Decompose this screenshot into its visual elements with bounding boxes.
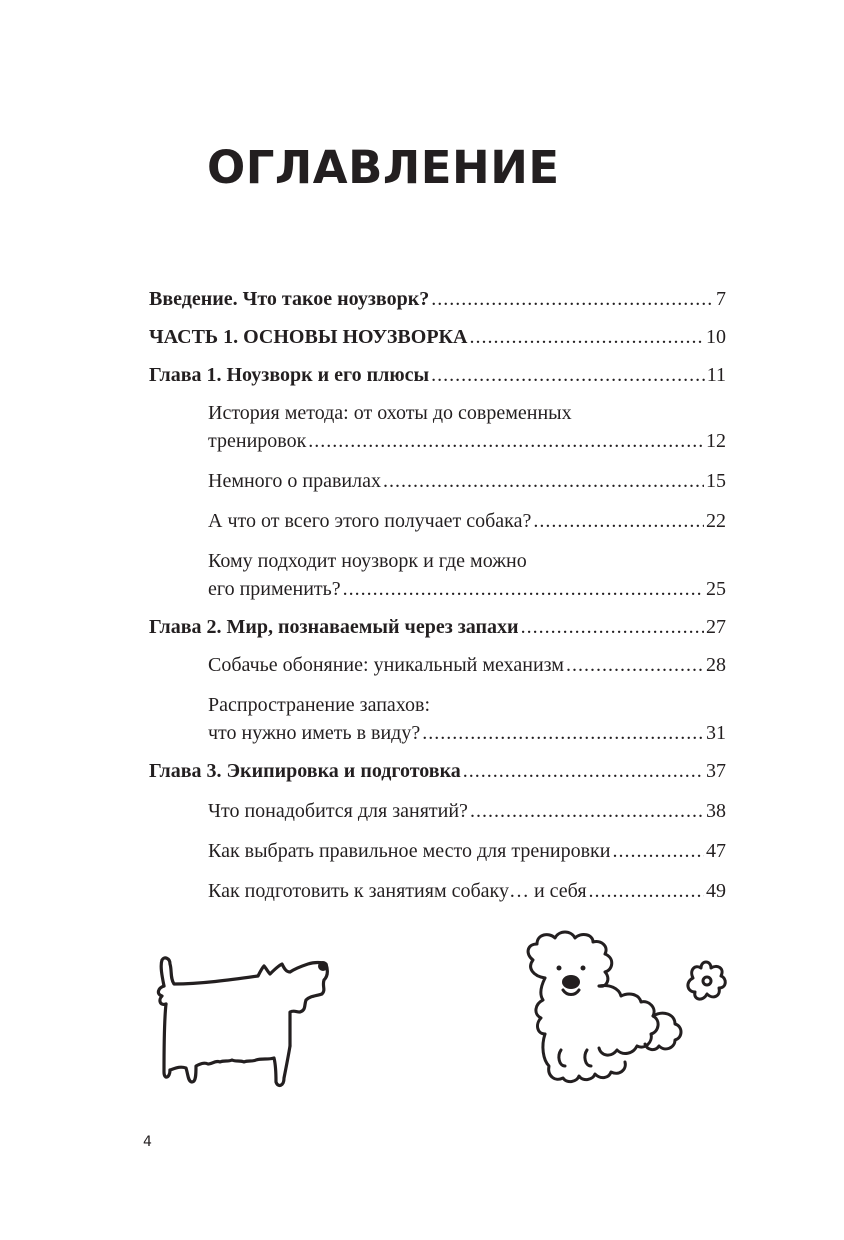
toc-page-number: 15 xyxy=(706,470,726,492)
dot-leader xyxy=(566,651,704,679)
toc-page-number: 47 xyxy=(706,840,726,862)
table-of-contents xyxy=(149,285,726,905)
dog-drawing xyxy=(150,950,340,1100)
toc-page-number: 28 xyxy=(706,654,726,676)
toc-entry-title: что нужно иметь в виду? xyxy=(208,722,421,744)
page-number: 4 xyxy=(143,1134,152,1150)
toc-entry xyxy=(208,547,726,603)
toc-page-number: 31 xyxy=(706,722,726,744)
toc-entry-title: Что понадобится для занятий? xyxy=(208,800,468,822)
dot-leader xyxy=(470,323,705,351)
toc-entry xyxy=(208,399,726,455)
toc-entry-title-line: Распространение запахов: xyxy=(208,694,431,716)
toc-entry-title: тренировок xyxy=(208,430,307,452)
toc-page-number: 37 xyxy=(706,760,726,782)
toc-entry-title: Собачье обоняние: уникальный механизм xyxy=(208,654,564,676)
toc-page-number: 38 xyxy=(706,800,726,822)
toc-entry-title: ЧАСТЬ 1. ОСНОВЫ НОУЗВОРКА xyxy=(149,326,468,348)
dot-leader xyxy=(470,797,704,825)
toc-entry-title: Глава 2. Мир, познаваемый через запахи xyxy=(149,616,519,638)
toc-page-number: 11 xyxy=(706,364,726,386)
dot-leader xyxy=(383,467,704,495)
dot-leader xyxy=(612,837,704,865)
dot-leader xyxy=(308,427,704,455)
toc-entry-title: А что от всего этого получает собака? xyxy=(208,510,532,532)
toc-entry-title: Введение. Что такое ноузворк? xyxy=(149,288,430,310)
toc-entry-title: Глава 1. Ноузворк и его плюсы xyxy=(149,364,430,386)
toc-entry xyxy=(208,467,726,495)
page-title: ОГЛАВЛЕНИЕ xyxy=(207,141,560,194)
toc-entry-title: Глава 3. Экипировка и подготовка xyxy=(149,760,461,782)
toc-entry xyxy=(208,651,726,679)
toc-page-number: 12 xyxy=(706,430,726,452)
toc-page-number: 10 xyxy=(706,326,726,348)
toc-entry xyxy=(149,285,726,313)
toc-page-number: 25 xyxy=(706,578,726,600)
poodle-drawing xyxy=(505,930,735,1095)
toc-entry xyxy=(149,613,726,641)
dot-leader xyxy=(431,361,705,389)
toc-entry xyxy=(149,757,726,785)
dot-leader xyxy=(343,575,704,603)
toc-page-number: 22 xyxy=(706,510,726,532)
toc-page-number: 49 xyxy=(706,880,726,902)
toc-entry-title: Как подготовить к занятиям собаку… и себя xyxy=(208,880,587,902)
toc-entry xyxy=(208,797,726,825)
toc-entry xyxy=(149,361,726,389)
toc-entry-title-line: Кому подходит ноузворк и где можно xyxy=(208,550,527,572)
dot-leader xyxy=(431,285,714,313)
toc-entry xyxy=(208,507,726,535)
dot-leader xyxy=(589,877,704,905)
toc-entry xyxy=(208,877,726,905)
toc-entry-title: Как выбрать правильное место для тренировки xyxy=(208,840,611,862)
dot-leader xyxy=(422,719,704,747)
toc-page-number: 7 xyxy=(716,288,726,310)
dot-leader xyxy=(521,613,704,641)
toc-entry-title-line: История метода: от охоты до современных xyxy=(208,402,572,424)
toc-entry xyxy=(208,691,726,747)
toc-entry-title: его применить? xyxy=(208,578,341,600)
dot-leader xyxy=(463,757,704,785)
toc-entry xyxy=(208,837,726,865)
toc-page-number: 27 xyxy=(706,616,726,638)
toc-entry-title: Немного о правилах xyxy=(208,470,381,492)
dot-leader xyxy=(533,507,704,535)
toc-entry xyxy=(149,323,726,351)
